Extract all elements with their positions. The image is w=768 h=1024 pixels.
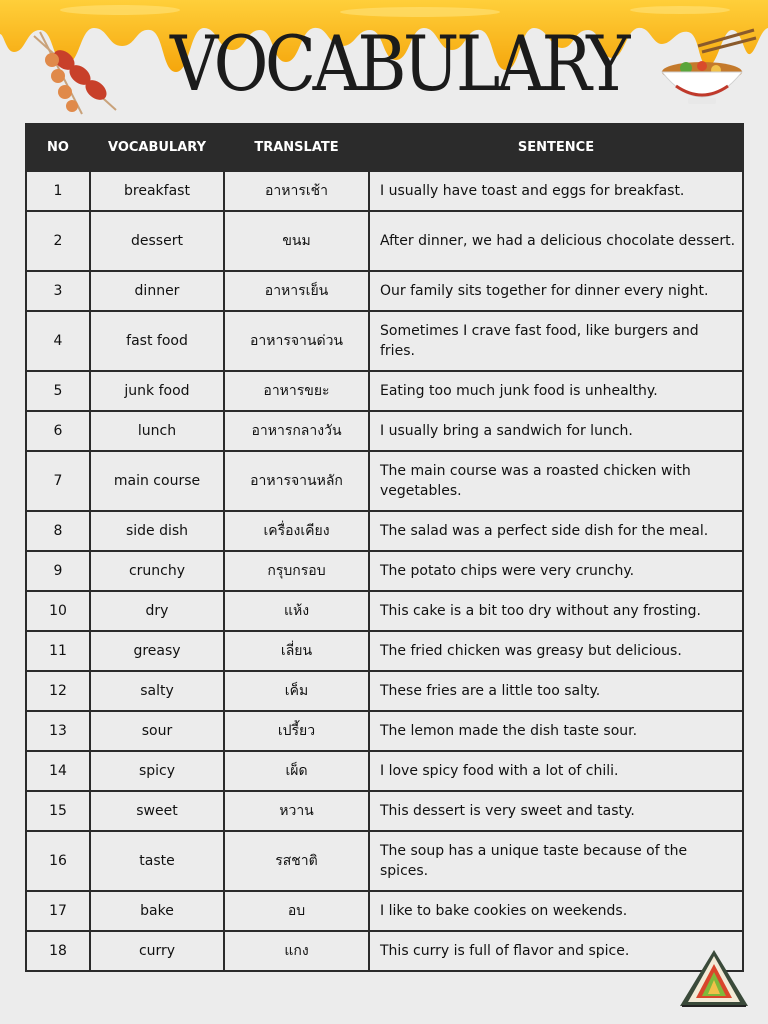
table-row	[26, 831, 743, 891]
cell-word: breakfast	[90, 171, 224, 211]
table-row	[26, 411, 743, 451]
cell-word: sour	[90, 711, 224, 751]
cell-no: 15	[26, 791, 90, 831]
cell-sentence: I love spicy food with a lot of chili.	[369, 751, 743, 791]
header-no: NO	[26, 124, 90, 171]
cell-word: crunchy	[90, 551, 224, 591]
cell-translate: อาหารจานด่วน	[224, 311, 369, 371]
table-row	[26, 711, 743, 751]
cell-word: fast food	[90, 311, 224, 371]
cell-sentence: Eating too much junk food is unhealthy.	[369, 371, 743, 411]
table-row	[26, 891, 743, 931]
cell-word: curry	[90, 931, 224, 971]
cell-sentence: I usually have toast and eggs for breakfast.	[369, 171, 743, 211]
cell-no: 16	[26, 831, 90, 891]
cell-no: 2	[26, 211, 90, 271]
cell-word: taste	[90, 831, 224, 891]
cell-sentence: I usually bring a sandwich for lunch.	[369, 411, 743, 451]
header-translate: TRANSLATE	[224, 124, 369, 171]
table-row	[26, 211, 743, 271]
cell-translate: ขนม	[224, 211, 369, 271]
table-row	[26, 171, 743, 211]
cell-word: junk food	[90, 371, 224, 411]
table-row	[26, 271, 743, 311]
cell-no: 1	[26, 171, 90, 211]
cell-translate: อาหารขยะ	[224, 371, 369, 411]
cell-word: dry	[90, 591, 224, 631]
cell-no: 9	[26, 551, 90, 591]
cell-no: 11	[26, 631, 90, 671]
table-row	[26, 931, 743, 971]
cell-word: sweet	[90, 791, 224, 831]
cell-no: 4	[26, 311, 90, 371]
cell-no: 10	[26, 591, 90, 631]
cell-no: 12	[26, 671, 90, 711]
cell-no: 18	[26, 931, 90, 971]
cell-translate: รสชาติ	[224, 831, 369, 891]
cell-translate: เครื่องเคียง	[224, 511, 369, 551]
table-row	[26, 551, 743, 591]
cell-word: spicy	[90, 751, 224, 791]
cell-sentence: The main course was a roasted chicken with vegetables.	[369, 451, 743, 511]
cell-translate: เลี่ยน	[224, 631, 369, 671]
cell-word: dessert	[90, 211, 224, 271]
table-row	[26, 451, 743, 511]
cell-translate: เปรี้ยว	[224, 711, 369, 751]
cell-word: lunch	[90, 411, 224, 451]
cell-translate: เผ็ด	[224, 751, 369, 791]
cell-translate: อาหารจานหลัก	[224, 451, 369, 511]
cell-sentence: The fried chicken was greasy but delicious.	[369, 631, 743, 671]
vocabulary-table	[25, 123, 744, 972]
cell-word: greasy	[90, 631, 224, 671]
cell-no: 6	[26, 411, 90, 451]
cell-no: 8	[26, 511, 90, 551]
table-row	[26, 511, 743, 551]
cell-translate: อาหารกลางวัน	[224, 411, 369, 451]
skewers-icon	[30, 30, 120, 115]
cell-translate: อาหารเช้า	[224, 171, 369, 211]
cell-translate: เค็ม	[224, 671, 369, 711]
cell-translate: อบ	[224, 891, 369, 931]
cell-sentence: After dinner, we had a delicious chocolate dessert.	[369, 211, 743, 271]
cell-no: 7	[26, 451, 90, 511]
header-sentence: SENTENCE	[369, 124, 743, 171]
cell-word: salty	[90, 671, 224, 711]
cell-translate: อาหารเย็น	[224, 271, 369, 311]
cell-translate: หวาน	[224, 791, 369, 831]
cell-no: 3	[26, 271, 90, 311]
table-row	[26, 311, 743, 371]
cell-word: main course	[90, 451, 224, 511]
cell-no: 17	[26, 891, 90, 931]
cell-no: 14	[26, 751, 90, 791]
cell-word: side dish	[90, 511, 224, 551]
cell-sentence: The soup has a unique taste because of the spices.	[369, 831, 743, 891]
cell-sentence: This curry is full of flavor and spice.	[369, 931, 743, 971]
cell-sentence: The salad was a perfect side dish for the meal.	[369, 511, 743, 551]
table-row	[26, 631, 743, 671]
cell-sentence: This cake is a bit too dry without any frosting.	[369, 591, 743, 631]
cell-translate: แกง	[224, 931, 369, 971]
cell-translate: กรุบกรอบ	[224, 551, 369, 591]
sandwich-icon	[676, 946, 752, 1010]
table-header-row	[26, 124, 743, 171]
cell-sentence: Sometimes I crave fast food, like burgers and fries.	[369, 311, 743, 371]
table-row	[26, 751, 743, 791]
header-vocabulary: VOCABULARY	[90, 124, 224, 171]
table-row	[26, 371, 743, 411]
cell-sentence: Our family sits together for dinner every night.	[369, 271, 743, 311]
cell-sentence: This dessert is very sweet and tasty.	[369, 791, 743, 831]
cell-sentence: The potato chips were very crunchy.	[369, 551, 743, 591]
cell-word: dinner	[90, 271, 224, 311]
cell-sentence: I like to bake cookies on weekends.	[369, 891, 743, 931]
cell-translate: แห้ง	[224, 591, 369, 631]
table-row	[26, 791, 743, 831]
noodle-bowl-icon	[646, 26, 758, 110]
table-row	[26, 671, 743, 711]
page-title: VOCABULARY	[170, 19, 627, 108]
cell-sentence: The lemon made the dish taste sour.	[369, 711, 743, 751]
cell-no: 13	[26, 711, 90, 751]
cell-word: bake	[90, 891, 224, 931]
cell-no: 5	[26, 371, 90, 411]
table-row	[26, 591, 743, 631]
cell-sentence: These fries are a little too salty.	[369, 671, 743, 711]
